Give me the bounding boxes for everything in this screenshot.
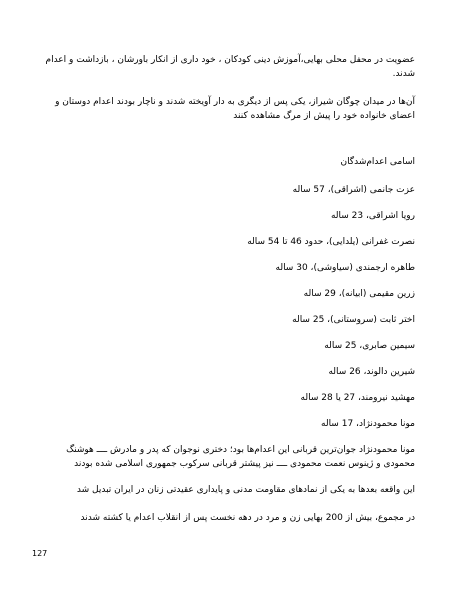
- list-item: مونا محمودنژاد، 17 ساله: [321, 419, 415, 429]
- list-item: طاهره ارجمندی (سیاوشی)، 30 ساله: [275, 263, 415, 273]
- intro-paragraph-line-2: شدند.: [392, 69, 415, 79]
- closing-paragraph-line-3: این واقعه بعدها به یکی از نمادهای مقاومت مدنی و پایداری عقیدتی زنان در ایران تبدیل شد: [76, 485, 415, 495]
- executed-list-heading: اسامی اعدام‌شدگان: [340, 157, 415, 167]
- intro-paragraph-line-3: آن‌ها در میدان چوگان شیراز، یکی پس از دیگری به دار آویخته شدند و ناچار بودند اعدام دوستان و: [55, 97, 415, 107]
- list-item: رویا اشراقی، 23 ساله: [330, 211, 415, 221]
- intro-paragraph-line-4: اعضای خانواده خود را پیش از مرگ مشاهده کنند: [233, 111, 415, 121]
- list-item: زرین مقیمی (ابیانه)، 29 ساله: [303, 289, 415, 299]
- list-item: اختر ثابت (سروستانی)، 25 ساله: [292, 315, 415, 325]
- list-item: شیرین دالوند، 26 ساله: [328, 367, 415, 377]
- page-number: 127: [32, 549, 48, 558]
- closing-paragraph-line-2: محمودی و ژینوس نعمت محمودی ــــ نیز پیشتر قربانی سرکوب جمهوری اسلامی شده بودند: [74, 459, 415, 469]
- intro-paragraph-line-1: عضویت در محفل محلی بهایی،آموزش دینی کودکان ، خود داری از انکار باورشان ، بازداشت و اعدام: [45, 55, 415, 65]
- list-item: نصرت غفرانی (یلدایی)، حدود 46 تا 54 ساله: [247, 237, 415, 247]
- list-item: مهشید نیرومند، 27 یا 28 ساله: [300, 393, 415, 403]
- list-item: سیمین صابری، 25 ساله: [324, 341, 415, 351]
- list-item: عزت جانمی (اشراقی)، 57 ساله: [292, 185, 415, 195]
- closing-paragraph-line-1: مونا محمودنژاد جوان‌ترین قربانی این اعدام‌ها بود؛ دختری نوجوان که پدر و مادرش ــــ هوشنگ: [66, 445, 415, 455]
- closing-paragraph-line-4: در مجموع، بیش از 200 بهایی زن و مرد در دهه نخست پس از انقلاب اعدام یا کشته شدند: [80, 513, 415, 523]
